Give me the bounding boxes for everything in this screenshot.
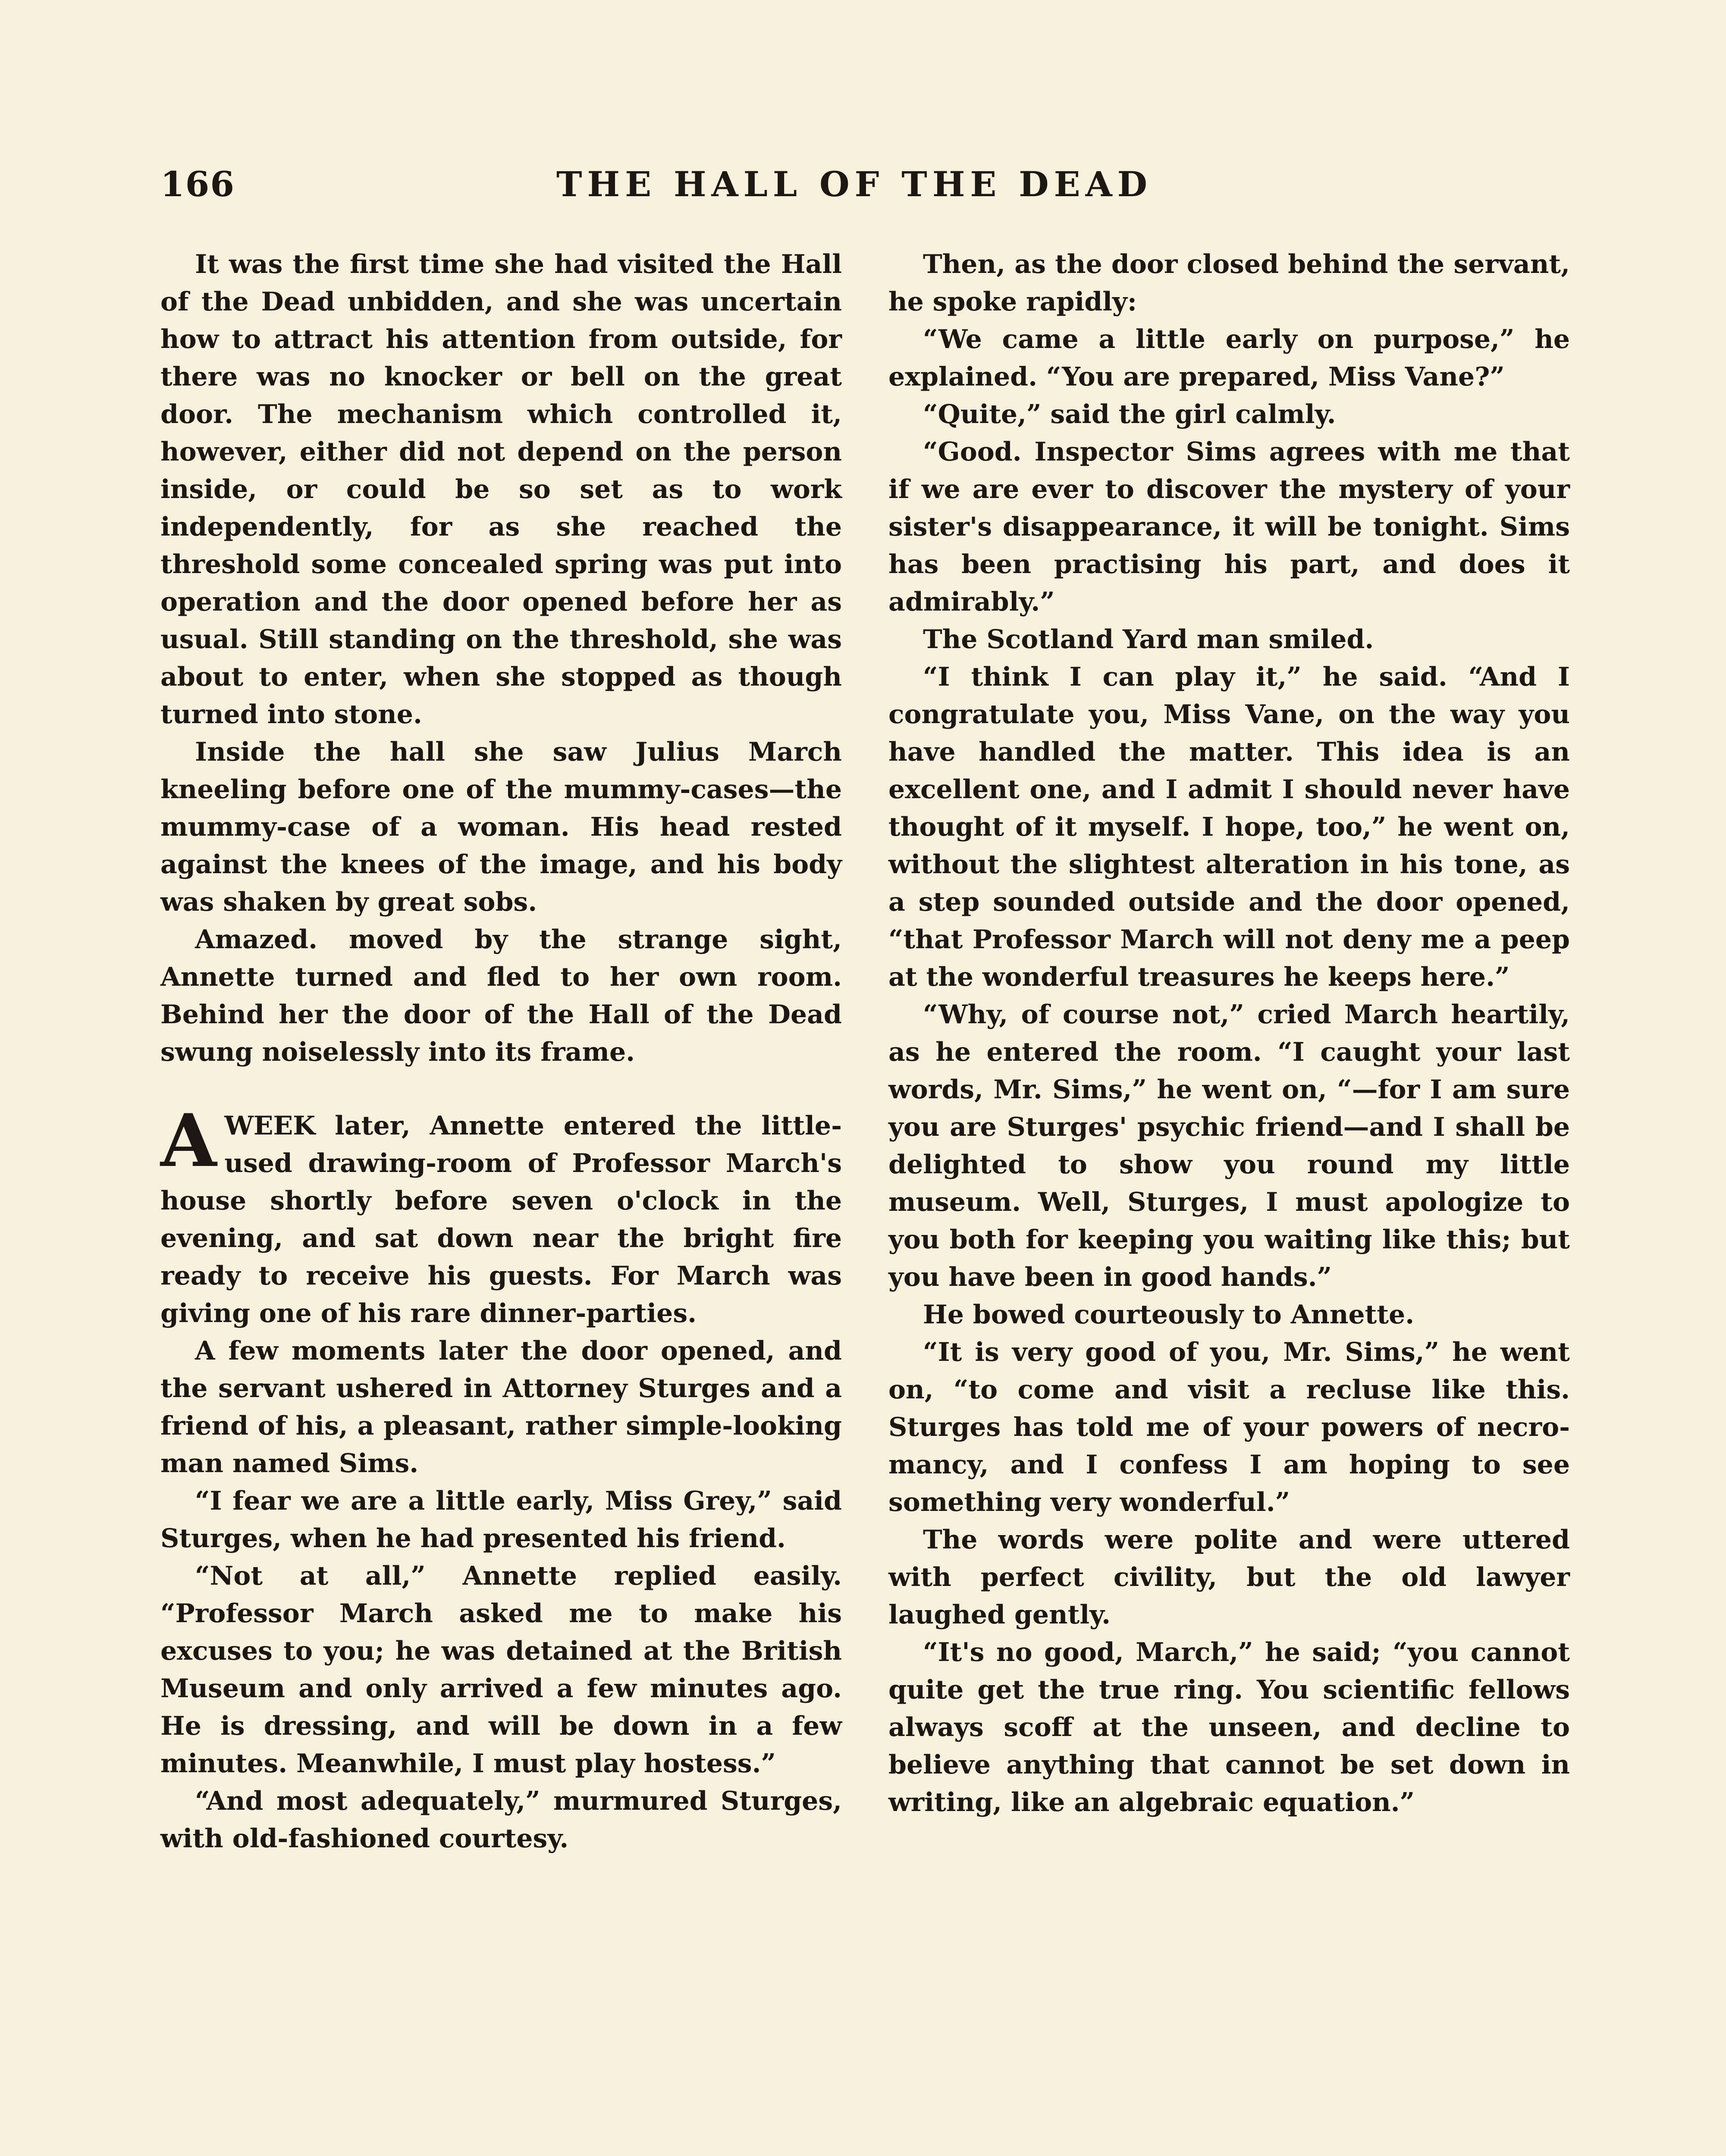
paragraph: “It's no good, March,” he said; “you cannot quite get the true ring. You scientific fellows always scoff at the unseen, and decline to believe anything that cannot be set down in writing, like an algebraic equation.”	[888, 1637, 1570, 1818]
paragraph: “I fear we are a little early, Miss Grey,” said Sturges, when he had presented his friend.	[160, 1486, 842, 1554]
paragraph: Then, as the door closed behind the servant, he spoke rapidly:	[888, 249, 1570, 317]
paragraph: “Quite,” said the girl calmly.	[923, 399, 1336, 429]
paragraph: A few moments later the door opened, and the servant ushered in Attorney Sturges and a friend of his, a pleasant, rather simple-looking man named Sims.	[160, 1336, 842, 1479]
paragraph: “And most adequately,” murmured Sturges, with old-fashioned courtesy.	[160, 1786, 842, 1854]
paragraph: The words were polite and were uttered with perfect civility, but the old lawyer laughed gently.	[888, 1525, 1570, 1630]
paragraph: Amazed. moved by the strange sight, Annette turned and fled to her own room. Behind her the door of the Hall of the Dead swung noiselessly into its frame.	[160, 924, 842, 1067]
paragraph: “Why, of course not,” cried March heartily, as he entered the room. “I caught your last words, Mr. Sims,” he went on, “—for I am sure you are Sturges' psychic friend—and I shall be delighted to show you round my little museum. Well, Sturges, I must apologize to you both for keeping you waiting like this; but you have been in good hands.”	[888, 1000, 1570, 1292]
page-number: 166	[160, 164, 235, 204]
paragraph: It was the first time she had visited the Hall of the Dead unbidden, and she was uncertain how to attract his attention from outside, for there was no knocker or bell on the great door. The mechanism which controlled it, however, either did not depend on the person inside, or could be so set as to work independently, for as she reached the threshold some concealed spring was put into operation and the door opened before her as usual. Still standing on the threshold, she was about to enter, when she stopped as though turned into stone.	[160, 249, 842, 730]
paragraph: “We came a little early on purpose,” he explained. “You are prepared, Miss Vane?”	[888, 324, 1570, 392]
drop-cap: A	[160, 1098, 217, 1183]
left-column	[160, 246, 842, 1858]
running-title: THE HALL OF THE DEAD	[556, 164, 1153, 204]
paragraph: Inside the hall she saw Julius March kneeling before one of the mummy-cases—the mummy-case of a woman. His head rested against the knees of the image, and his body was shaken by great sobs.	[160, 737, 842, 917]
paragraph: The Scotland Yard man smiled.	[923, 624, 1374, 655]
right-column	[888, 246, 1570, 1821]
paragraph: “It is very good of you, Mr. Sims,” he went on, “to come and visit a recluse like this. Sturges has told me of your powers of necromancy, and I confess I am hoping to see something very wonderful.”	[888, 1337, 1570, 1517]
paragraph: “I think I can play it,” he said. “And I congratulate you, Miss Vane, on the way you have handled the matter. This idea is an excellent one, and I admit I should never have thought of it myself. I hope, too,” he went on, without the slightest alteration in his tone, as a step sounded outside and the door opened, “that Professor March will not deny me a peep at the wonderful treasures he keeps here.”	[888, 662, 1570, 992]
section-break	[160, 1071, 842, 1107]
paragraph: “Not at all,” Annette replied easily. “Professor March asked me to make his excuses to you; he was detained at the British Museum and only arrived a few minutes ago. He is dressing, and will be down in a few minutes. Meanwhile, I must play hostess.”	[160, 1561, 842, 1779]
section-opening-text: WEEK later, Annette entered the little-used drawing-room of Professor March's house shortly before seven o'clock in the evening, and sat down near the bright fire ready to receive his guests. For March was giving one of his rare dinner-parties.	[160, 1111, 842, 1329]
paragraph: He bowed courteously to Annette.	[923, 1300, 1415, 1330]
section-opening-paragraph	[160, 1098, 842, 1332]
paragraph: “Good. Inspector Sims agrees with me that if we are ever to discover the mystery of your sister's disappearance, it will be tonight. Sims has been practising his part, and does it admirably.”	[888, 437, 1570, 617]
